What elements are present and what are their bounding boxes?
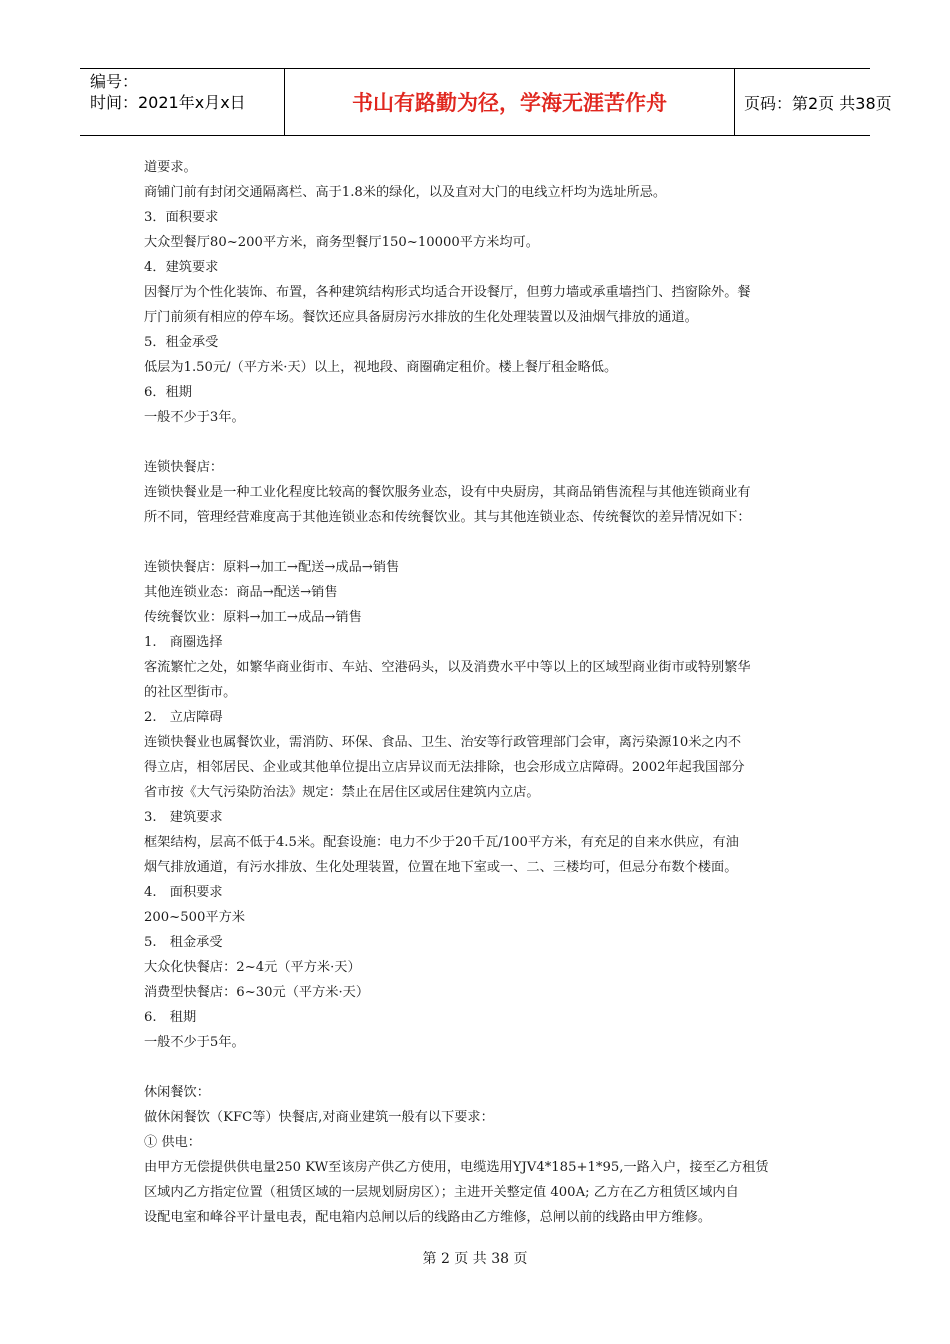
body-line: 5．租金承受	[144, 335, 219, 350]
blank-line	[144, 530, 810, 555]
body-line: 4．建筑要求	[144, 260, 219, 275]
page-number-label: 页码：第2页 共38页	[744, 93, 892, 113]
body-line: 客流繁忙之处，如繁华商业街市、车站、空港码头，以及消费水平中等以上的区域型商业街市或特别繁华	[144, 660, 751, 675]
body-line: 200~500平方米	[144, 910, 245, 925]
body-line: 3．面积要求	[144, 210, 219, 225]
body-line: 由甲方无偿提供供电量250 KW至该房产供乙方使用，电缆选用YJV4*185+1*95,一路入户，接至乙方租赁	[144, 1160, 769, 1175]
body-line: 连锁快餐业也属餐饮业，需消防、环保、食品、卫生、治安等行政管理部门会审，离污染源10米之内不	[144, 735, 742, 750]
body-line: 6．租期	[144, 385, 192, 400]
footer-page-number: 第 2 页 共 38 页	[422, 1251, 528, 1267]
body-line: 因餐厅为个性化装饰、布置，各种建筑结构形式均适合开设餐厅，但剪力墙或承重墙挡门、挡窗除外。餐	[144, 285, 751, 300]
body-line: 厅门前须有相应的停车场。餐饮还应具备厨房污水排放的生化处理装置以及油烟气排放的通道。	[144, 310, 698, 325]
body-line: 框架结构，层高不低于4.5米。配套设施：电力不少于20千瓦/100平方米，有充足的自来水供应，有油	[144, 835, 739, 850]
body-line: 区域内乙方指定位置（租赁区域的一层规划厨房区）；主进开关整定值 400A; 乙方在乙方租赁区域内自	[144, 1185, 739, 1200]
body-line: 其他连锁业态：商品→配送→销售	[144, 585, 338, 600]
body-line: 一般不少于5年。	[144, 1035, 245, 1050]
body-line: 消费型快餐店：6~30元（平方米·天）	[144, 985, 370, 1000]
body-line: 省市按《大气污染防治法》规定：禁止在居住区或居住建筑内立店。	[144, 785, 540, 800]
header-info-cell	[80, 69, 285, 135]
body-line: 商铺门前有封闭交通隔离栏、高于1.8米的绿化，以及直对大门的电线立杆均为选址所忌。	[144, 185, 667, 200]
body-line: 得立店，相邻居民、企业或其他单位提出立店异议而无法排除，也会形成立店障碍。2002年起我国部分	[144, 760, 745, 775]
blank-line	[144, 1055, 810, 1080]
body-line: 设配电室和峰谷平计量电表，配电箱内总闸以后的线路由乙方维修，总闸以前的线路由甲方维修。	[144, 1210, 712, 1225]
body-text	[144, 155, 810, 1230]
body-line: 烟气排放通道，有污水排放、生化处理装置，位置在地下室或一、二、三楼均可，但忌分布数个楼面。	[144, 860, 738, 875]
body-line: ① 供电：	[144, 1135, 201, 1150]
time-label: 时间：2021年x月x日	[90, 93, 246, 112]
body-line: 所不同，管理经营难度高于其他连锁业态和传统餐饮业。其与其他连锁业态、传统餐饮的差异情况如下：	[144, 510, 751, 525]
header-motto-cell	[285, 69, 735, 135]
body-line: 传统餐饮业：原料→加工→成品→销售	[144, 610, 362, 625]
body-line: 连锁快餐业是一种工业化程度比较高的餐饮服务业态，设有中央厨房，其商品销售流程与其他连锁商业有	[144, 485, 751, 500]
body-line: 3. 建筑要求	[144, 810, 223, 825]
body-line: 连锁快餐店：	[144, 460, 224, 475]
body-line: 做休闲餐饮（KFC等）快餐店,对商业建筑一般有以下要求：	[144, 1110, 494, 1125]
body-line: 低层为1.50元/（平方米·天）以上，视地段、商圈确定租价。楼上餐厅租金略低。	[144, 360, 618, 375]
body-line: 6. 租期	[144, 1010, 197, 1025]
body-line: 连锁快餐店：原料→加工→配送→成品→销售	[144, 560, 400, 575]
body-line: 道要求。	[144, 160, 197, 175]
body-line: 5. 租金承受	[144, 935, 223, 950]
body-line: 4. 面积要求	[144, 885, 223, 900]
body-line: 1. 商圈选择	[144, 635, 223, 650]
body-line: 大众型餐厅80~200平方米，商务型餐厅150~10000平方米均可。	[144, 235, 539, 250]
number-label: 编号：	[90, 72, 139, 91]
body-line: 休闲餐饮：	[144, 1085, 210, 1100]
page-header	[80, 68, 892, 136]
blank-line	[144, 430, 810, 455]
header-page-cell	[735, 69, 892, 135]
body-line: 大众化快餐店：2~4元（平方米·天）	[144, 960, 361, 975]
page-footer	[0, 1248, 950, 1268]
body-line: 的社区型街市。	[144, 685, 237, 700]
motto-text: 书山有路勤为径，学海无涯苦作舟	[352, 91, 667, 115]
body-line: 2. 立店障碍	[144, 710, 223, 725]
body-line: 一般不少于3年。	[144, 410, 245, 425]
